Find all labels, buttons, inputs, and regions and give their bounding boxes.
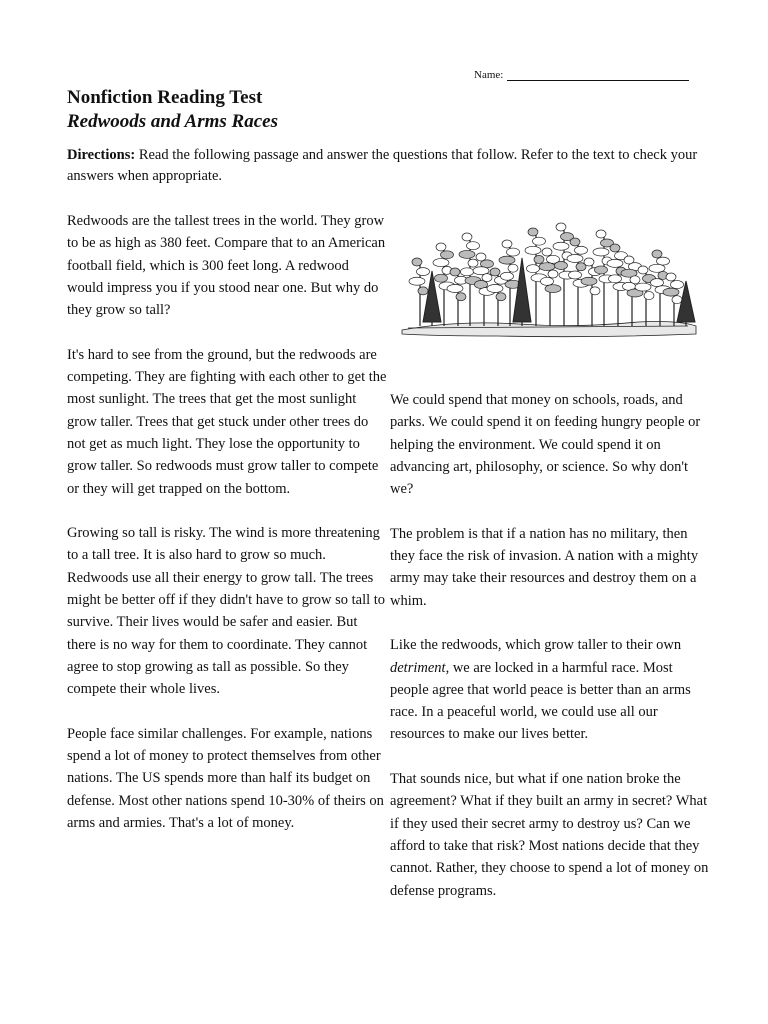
tree-foliage — [610, 244, 620, 252]
tree-foliage — [567, 255, 583, 263]
tree-foliage — [649, 264, 665, 272]
tree-foliage — [575, 246, 588, 254]
name-field — [474, 69, 689, 81]
tree-foliage — [467, 242, 480, 250]
passage-paragraph: The problem is that if a nation has no military, then they face the risk of invasion. A nation with a mighty army may take their resources and destroy them on a whim. — [390, 525, 699, 609]
tree-foliage — [436, 243, 446, 251]
passage-paragraph: Growing so tall is risky. The wind is more threatening to a tall tree. It is also hard to grow so much. Redwoods use all their energy to grow tall. The trees might be better off if they didn't have to grow so tall to survive. Their lives would be safer and easier. But there is no way for them to coordinate. They cannot agree to stop growing as tall as possible. So they compete their whole lives. — [67, 525, 386, 698]
tree-foliage — [534, 256, 544, 264]
tree-foliage — [482, 274, 492, 282]
tree-foliage — [584, 258, 594, 266]
tree-foliage — [435, 274, 448, 282]
detriment-word: detriment — [390, 659, 446, 676]
tree-foliage — [418, 287, 428, 295]
tree-foliage — [533, 237, 546, 245]
passage-right-column — [390, 389, 710, 924]
tree-foliage — [450, 268, 460, 276]
tree-foliage — [461, 268, 474, 276]
detriment-before: Like the redwoods, which grow taller to their own — [390, 637, 682, 654]
tree-foliage — [499, 256, 515, 264]
tree-foliage — [456, 293, 466, 301]
tree-foliage — [487, 285, 503, 293]
tree-foliage — [502, 240, 512, 248]
directions-text: Read the following passage and answer the questions that follow. Refer to the text to check your answers when appropriate. — [67, 147, 698, 184]
tree-foliage — [447, 285, 463, 293]
tree-foliage — [651, 279, 664, 287]
passage-paragraph: Redwoods are the tallest trees in the world. They grow to be as high as 380 feet. Compare that to an American football field, which is 300 feet long. A redwood would impress you if you stood near one. But why do they grow so tall? — [67, 213, 386, 319]
tree-foliage — [507, 248, 520, 256]
tree-foliage — [417, 268, 430, 276]
tree-foliage — [553, 242, 569, 250]
tree-foliage — [672, 296, 682, 304]
passage-paragraph: We could spend that money on schools, roads, and parks. We could spend it on feeding hungry people or helping the environment. We could spend it on advancing art, philosophy, or science. So why don't we? — [390, 392, 701, 498]
tree-foliage — [581, 277, 597, 285]
tree-foliage — [666, 273, 676, 281]
tree-foliage — [663, 288, 679, 296]
tree-foliage — [657, 257, 670, 265]
page-subtitle: Redwoods and Arms Races — [67, 111, 278, 132]
tree-foliage — [527, 265, 540, 273]
passage-paragraph-detriment — [390, 634, 710, 745]
name-label: Name: — [474, 69, 504, 81]
tree-foliage — [525, 246, 541, 254]
tree-foliage — [570, 238, 580, 246]
tree-foliage — [556, 223, 566, 231]
tree-foliage — [609, 275, 622, 283]
tree-foliage — [409, 277, 425, 285]
tree-foliage — [638, 266, 648, 274]
tree-foliage — [459, 250, 475, 258]
tree-foliage — [468, 259, 478, 267]
tree-foliage — [644, 292, 654, 300]
tree-foliage — [548, 270, 558, 278]
tree-foliage — [595, 266, 608, 274]
tree-foliage — [596, 230, 606, 238]
tree-foliage — [635, 283, 651, 291]
tree-foliage — [462, 233, 472, 241]
tree-foliage — [528, 228, 538, 236]
page-title: Nonfiction Reading Test — [67, 87, 263, 108]
directions-label: Directions: — [67, 147, 136, 163]
tree-foliage — [490, 268, 500, 276]
tree-foliage — [593, 248, 609, 256]
passage-paragraph: That sounds nice, but what if one nation broke the agreement? What if they built an army in secret? What if they used their secret army to destroy us? Can we afford to take that risk? Most nations decide that they cannot. Rather, they choose to spend a lot of money on defense programs. — [390, 771, 709, 899]
tree-foliage — [476, 253, 486, 261]
tree-foliage — [441, 251, 454, 259]
tree-foliage — [545, 285, 561, 293]
tree-foliage — [541, 277, 554, 285]
detriment-after: , we are locked in a harmful race. Most people agree that world peace is better than an arms race. In a peaceful world, we could use all our resources to make our lives better. — [390, 659, 691, 743]
passage-left-column — [67, 210, 387, 857]
tree-foliage — [542, 248, 552, 256]
tree-foliage — [508, 264, 518, 272]
tree-foliage — [607, 259, 623, 267]
tree-foliage — [555, 262, 568, 270]
redwood-forest-illustration — [398, 212, 700, 342]
passage-paragraph: People face similar challenges. For example, nations spend a lot of money to protect themselves from other nations. The US spends more than half its budget on defense. Most other nations spend 10-30% of theirs on arms and armies. That's a lot of money. — [67, 725, 384, 832]
name-blank-line[interactable] — [507, 69, 689, 81]
directions — [67, 145, 707, 187]
tree-foliage — [539, 263, 555, 271]
tree-foliage — [501, 272, 514, 280]
tree-foliage — [671, 281, 684, 289]
tree-foliage — [433, 259, 449, 267]
tree-foliage — [652, 250, 662, 258]
tree-foliage — [496, 293, 506, 301]
passage-paragraph: It's hard to see from the ground, but the redwoods are competing. They are fighting with each other to get the most sunlight. The trees that get the most sunlight grow taller. Trees that get stuck under other trees do not get as much light. They lose the opportunity to grow taller. So redwoods must grow taller to compete or they will get trapped on the bottom. — [67, 346, 387, 497]
tree-foliage — [412, 258, 422, 266]
tree-foliage — [590, 287, 600, 295]
forest-svg — [398, 212, 700, 342]
tree-foliage — [569, 271, 582, 279]
